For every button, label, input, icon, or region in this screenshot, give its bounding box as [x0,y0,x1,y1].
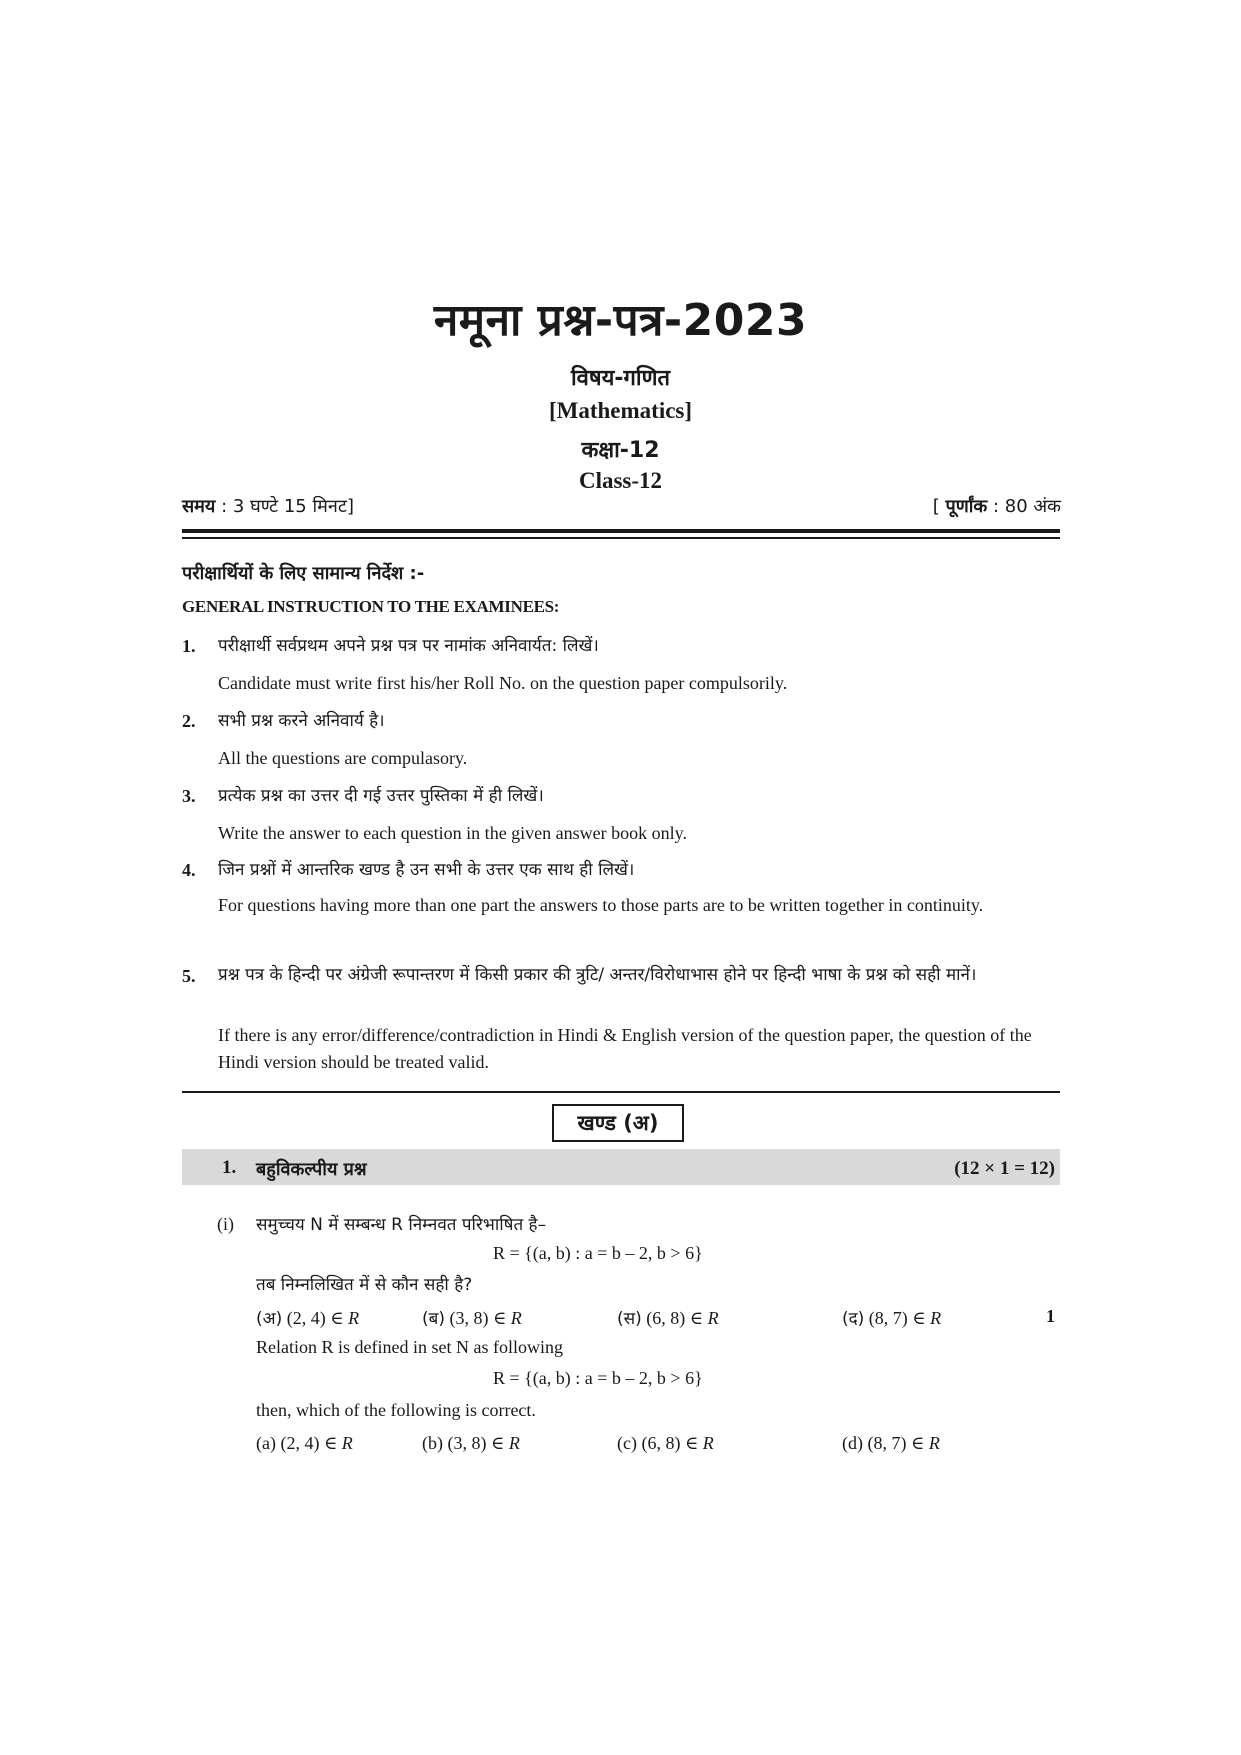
option-value: (2, 4) [286,1308,326,1328]
option-set: ∈ R [492,1308,522,1328]
option-label: (ब) [422,1309,445,1329]
subject-english: [Mathematics] [548,398,693,423]
instructions-heading-english: GENERAL INSTRUCTION TO THE EXAMINEES: [182,597,560,616]
instruction-english: Write the answer to each question in the given answer book only. [218,823,687,843]
marks-label: पूर्णांक [945,496,988,517]
option-value: (3, 8) [449,1308,489,1328]
option-hindi [842,1306,941,1329]
section-label: खण्ड (अ) [552,1104,684,1142]
marks-prefix: [ [932,496,940,517]
instruction-number: 4. [182,860,196,880]
question-title: बहुविकल्पीय प्रश्न [256,1159,367,1180]
relation-definition-english: R = {(a, b) : a = b – 2, b > 6} [493,1368,703,1388]
option-english [842,1433,940,1454]
instruction-hindi: परीक्षार्थी सर्वप्रथम अपने प्रश्न पत्र पर नामांक अनिवार्यत: लिखें। [218,636,599,656]
marks-value: : 80 अंक [993,496,1061,517]
option-hindi [422,1306,522,1329]
option-value: (2, 4) [280,1433,320,1453]
instruction-english: If there is any error/difference/contradiction in Hindi & English version of the question paper, the question of the Hindi version should be treated valid. [218,1025,1032,1072]
instruction-hindi: सभी प्रश्न करने अनिवार्य है। [218,711,385,731]
option-set: ∈ R [323,1433,353,1453]
question-marks-value: 1 [1046,1306,1055,1326]
option-label: (स) [617,1309,642,1329]
option-set: ∈ R [912,1308,942,1328]
option-english [617,1433,714,1454]
subject-hindi: विषय-गणित [570,366,671,391]
option-english [256,1433,353,1454]
relation-definition: R = {(a, b) : a = b – 2, b > 6} [493,1243,703,1263]
option-hindi [617,1306,719,1329]
max-marks [933,494,1061,518]
option-label: (अ) [256,1309,283,1329]
option-value: (3, 8) [447,1433,487,1453]
option-value: (6, 8) [641,1433,681,1453]
instruction-number: 3. [182,786,196,806]
class-english: Class-12 [578,468,663,493]
option-label: (द) [842,1309,865,1329]
instruction-number: 2. [182,711,196,731]
page-title: नमूना प्रश्न-पत्र-2023 [433,295,808,346]
option-value: (8, 7) [868,1308,908,1328]
class-hindi: कक्षा-12 [581,438,660,463]
time-allowed [182,494,354,518]
header-divider-thin [182,537,1060,539]
option-label: (a) [256,1433,276,1453]
option-label: (b) [422,1433,443,1453]
instruction-hindi: जिन प्रश्नों में आन्तरिक खण्ड है उन सभी के उत्तर एक साथ ही लिखें। [218,860,635,880]
question-text-hindi: समुच्चय N में सम्बन्ध R निम्नवत परिभाषित है– [256,1215,547,1235]
section-divider [182,1091,1060,1093]
option-set: ∈ R [684,1433,714,1453]
option-label: (c) [617,1433,637,1453]
instruction-hindi: प्रश्न पत्र के हिन्दी पर अंग्रेजी रूपान्तरण में किसी प्रकार की त्रुटि/ अन्तर/विरोधाभास होने पर हिन्दी भाषा के प्रश्न को सही मानें। [218,965,977,985]
instruction-number: 5. [182,966,196,986]
question-marks: (12 × 1 = 12) [954,1158,1055,1179]
question-number: 1. [222,1157,237,1178]
time-label: समय [182,496,216,517]
question-prompt-hindi: तब निम्नलिखित में से कौन सही है? [256,1275,473,1295]
question-roman-number: (i) [217,1214,234,1234]
question-text-english: Relation R is defined in set N as following [256,1337,563,1357]
option-value: (8, 7) [867,1433,907,1453]
option-set: ∈ R [330,1308,360,1328]
option-set: ∈ R [689,1308,719,1328]
option-set: ∈ R [911,1433,940,1453]
time-value: : 3 घण्टे 15 मिनट] [221,496,354,517]
question-prompt-english: then, which of the following is correct. [256,1400,536,1420]
option-set: ∈ R [491,1433,520,1453]
option-value: (6, 8) [646,1308,686,1328]
option-hindi [256,1306,359,1329]
instruction-number: 1. [182,636,196,656]
instructions-heading-hindi: परीक्षार्थियों के लिए सामान्य निर्देश :- [182,563,425,584]
instruction-english: For questions having more than one part the answers to those parts are to be written together in continuity. [218,895,984,915]
instruction-hindi: प्रत्येक प्रश्न का उत्तर दी गई उत्तर पुस्तिका में ही लिखें। [218,786,544,806]
instruction-english: All the questions are compulasory. [218,748,468,768]
header-divider-thick [182,529,1060,533]
option-label: (d) [842,1433,863,1453]
instruction-english: Candidate must write first his/her Roll No. on the question paper compulsorily. [218,673,788,693]
option-english [422,1433,520,1454]
